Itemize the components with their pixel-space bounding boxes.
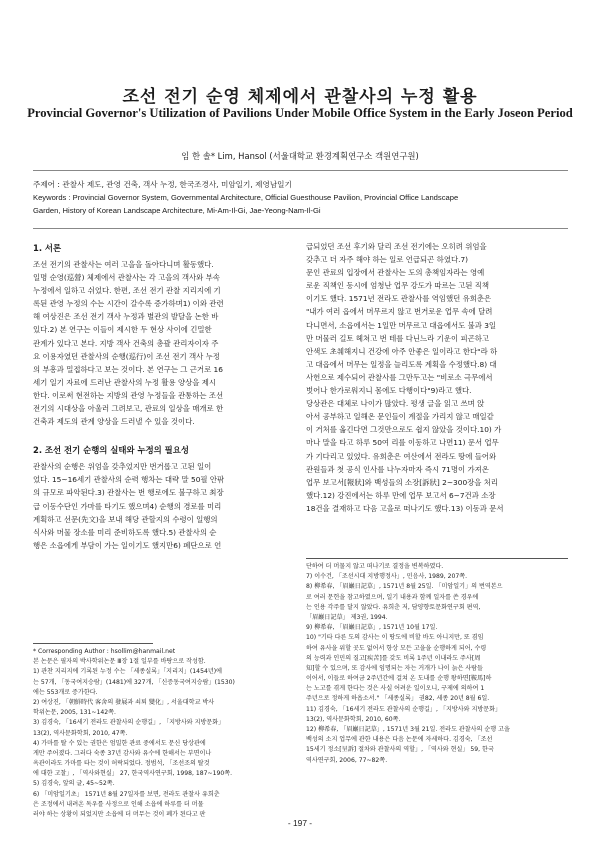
footnote-line: 4) 가마를 탈 수 있는 권한은 엄밀한 관료 중에서도 문신 당상관에 [33, 739, 206, 747]
body-text-line: 급되었던 조선 후기와 달리 조선 전기에는 오히려 위엄을 [306, 242, 487, 251]
footnote-line: 이어서, 이들로 하여금 2주년간에 걸쳐 온 도내를 순행 왕하면[鞍馬]하 [306, 675, 492, 683]
author-line: 임 한 솔* Lim, Hansol (서울대학교 환경계획연구소 객원연구원) [181, 151, 419, 161]
footnote-line: 의 능력과 인민의 질고[疾苦]를 갖도 비록 1주년 이내라도 주사[周 [306, 654, 481, 662]
footnotes-left [33, 647, 295, 820]
body-text-line: 해 여상진은 조선 전기 객사 누정과 별관의 발달을 논한 바 [33, 312, 219, 322]
body-text-line: 세기 일기 자료에 드러난 관찰사의 누정 활용 양상을 제시 [33, 377, 217, 387]
body-text-line: 사헌으로 제수되어 관찰사를 그만두고는 "비로소 극무에서 [306, 372, 493, 382]
keywords-english-line: Keywords : Provincial Governor System, Governmental Architecture, Official Guesthouse Pavilion, Provincial Office Landscape [33, 193, 459, 203]
keywords-top-divider [33, 170, 568, 171]
body-text-line: 갖추고 더 자주 해야 하는 일로 언급되곤 하였다.7) [306, 255, 469, 265]
footnote-line: 러야 하는 상황이 되었지만 소읍에 더 머무는 것이 폐가 된다고 판 [33, 811, 206, 818]
footnote-line: 8) 柳希春, 「眉巖日記草」, 1571년 8월 25일. 「미암일기」의 번역본으 [306, 583, 503, 591]
body-text-line: 고 대읍에서 머무는 일정을 늘리도록 계획을 수정했다.8) 대 [306, 359, 497, 369]
footnotes-right [306, 562, 568, 766]
section-heading: 1. 서론 [33, 243, 62, 253]
footnote-rule [306, 558, 568, 559]
footnote-rule [33, 643, 153, 644]
footnote-line: 3) 김경숙, 「16세기 전라도 관찰사의 순행길」, 「지방사와 지방문화」 [33, 719, 225, 727]
body-text-line: 당상관은 대체로 나이가 많았다. 평생 글을 읽고 쓰며 앉 [306, 399, 485, 409]
footnote-line: 6) 「미암일기초」 1571년 8월 27일자를 보면, 전라도 관찰사 유희춘 [33, 790, 220, 798]
footnote-line: 5) 김경숙, 앞의 글, 45~52쪽. [33, 780, 115, 788]
footnote-line: 1) 관찬 지리지에 기록된 누정 수는 「세종실록」「지리지」(1454년)에 [33, 668, 222, 676]
body-text-line: 했다.12) 강진에서는 하루 만에 업무 보고서 6~7건과 소장 [306, 490, 496, 500]
body-text-line: 요 이용자였던 관찰사의 순행(巡行)이 조선 전기 객사 누정 [33, 351, 220, 361]
footnote-line: 단하여 더 머물지 않고 떠나기로 결정을 변복하였다. [306, 563, 444, 570]
footnote-line: 11) 김경숙, 「16세기 전라도 관찰사의 순행길」, 「지방사와 지방문화」 [306, 705, 502, 713]
footnote-line: 는 인용 각주를 달지 않았다. 유희춘 저, 담양향토문화연구회 편역, [306, 603, 481, 611]
body-text-line: 가 기다리고 있었다. 유희춘은 여산에서 전라도 땅에 들어와 [306, 451, 497, 461]
body-text-line: 있다.2) 본 연구는 이들이 제시한 두 현상 사이에 긴밀한 [33, 325, 212, 335]
body-text-line: 행은 소읍에게 부담이 가는 일이기도 했지만6) 폐단으로 언 [33, 540, 222, 550]
footnote-line: 은 조정에서 내려온 독우를 사정으로 인해 소읍에 하루를 더 머물 [33, 800, 204, 808]
body-text-line: 안색도 초췌해지니 건강에 아주 안좋은 일이라고 한다"라 하 [306, 346, 498, 356]
body-text-line: 관원들과 첫 공식 인사를 나누자마자 즉시 71명이 가져온 [306, 464, 489, 474]
section-1-body [33, 258, 295, 428]
body-text-line: 었다. 15~16세기 관찰사의 순력 행차는 대략 말 50필 안팎 [33, 475, 225, 485]
page-number: - 197 - [287, 818, 313, 828]
body-text-line: 조선 전기의 관찰사는 여러 고을을 돌아다니며 활동했다. [33, 260, 214, 269]
footnote-line: 본 논문은 필자의 박사학위논문 Ⅲ장 1절 일부를 바탕으로 작성함. [33, 658, 206, 666]
body-text-line: 일명 순영(巡營) 체제에서 관찰사는 각 고을의 객사와 부속 [33, 273, 220, 283]
body-text-line: 18건을 결재하고 다음 고을로 떠나기도 했다.13) 이동과 문서 [306, 503, 504, 513]
footnote-line: 9) 柳希春, 「眉巖日記草」, 1571년 10월 17일. [306, 624, 438, 632]
body-text-line: 의 부흥과 밀접하다고 보는 것이다. 본 연구는 그 근거로 16 [33, 364, 223, 374]
body-text-line: 누정에서 일하고 쉬었다. 한편, 조선 전기 관찰 지리지에 기 [33, 286, 221, 296]
footnote-line: 백성의 소지 업무에 관한 내용은 다음 논문에 자세하다. 김경숙, 「조선 [306, 736, 493, 744]
body-text-line: 업무 보고서[報狀]와 백성들의 소장[訴狀] 2~300장을 처리 [306, 477, 499, 487]
footnote-line: 하여 유사을 위할 곳도 없어서 항상 모든 고을을 순행하게 되어, 수령 [306, 644, 487, 652]
body-text-line: 마나 말을 타고 하루 50여 리를 이동하고 나면11) 문서 업무 [306, 438, 499, 448]
right-column [306, 240, 568, 515]
footnote-line: 에는 553개로 증가한다. [33, 688, 98, 696]
body-text-line: 식사와 머물 장소를 미리 준비하도록 했다.5) 관찰사의 순 [33, 527, 217, 537]
body-text-line: 계획하고 선문(先文)을 보내 해당 관할지의 수령이 일행의 [33, 514, 218, 524]
body-text-line: 아서 공부하고 일해온 문인들이 계절을 가리지 않고 매일같 [306, 412, 494, 422]
body-text-line: 의 규모로 파악된다.3) 관찰사는 번 행로에도 불구하고 최장 [33, 488, 224, 498]
left-column [33, 240, 295, 552]
keywords-korean: 주제어 : 관찰사 제도, 관영 건축, 객사 누정, 한국조경사, 미암일기, 제영남일기 [33, 180, 292, 189]
footnote-line: 知]할 수 있으며, 또 감사에 임명되는 자는 거개가 나이 늙은 사람들 [306, 664, 483, 672]
body-text-line: "내가 여러 읍에서 머무르지 않고 번거로운 업무 속에 달려 [306, 307, 493, 317]
footnote-line: 12) 柳希春, 「眉巖日記草」, 1571년 3월 21일. 전라도 관찰사의 순행 고을 [306, 726, 510, 733]
body-text-line: 로운 직책인 동시에 엄청난 업무 강도가 따르는 고된 직책 [306, 281, 490, 291]
footnote-line: 주년으로 정하게 하옵소서." 「세종실록」 권82, 세종 20년 8월 6일. [306, 695, 490, 703]
footnote-line: 에 대한 고찰」, 「역사와현실」 27, 한국역사연구회, 1998, 187~190쪽. [33, 770, 233, 778]
paper-title-korean: 조선 전기 순영 체제에서 관찰사의 누정 활용 [122, 87, 478, 107]
body-text-line: 관계가 있다고 본다. 지방 객사 건축의 총괄 관리자이자 주 [33, 338, 219, 348]
keywords-block [33, 178, 568, 218]
footnote-line: 13(2), 역사문화학회, 2010, 60쪽. [306, 715, 401, 723]
body-text-line: 건축과 제도의 관계 양상을 드러낼 수 있을 것이다. [33, 417, 195, 427]
body-text-line: 만 머물러 길토 헤쳐고 번 테를 다닌느라 기운이 피곤하고 [306, 333, 490, 343]
body-text-line: 문인 관료의 입장에서 관찰사는 도의 총책임자라는 영예 [306, 268, 485, 278]
paper-title-english: Provincial Governor's Utilization of Pavilions Under Mobile Office System in the Early Joseon Period [27, 106, 573, 120]
body-text-line: 이 거처를 옮긴다면 그것만으로도 쉽지 않았을 것이다.10) 가 [306, 425, 502, 435]
footnote-line: 학위논문, 2005, 131~142쪽. [33, 709, 116, 717]
body-text-line: 전기의 시대상을 아울러 그려보고, 관료의 일상을 매개로 한 [33, 404, 224, 414]
footnote-line: 13(2), 역사문화학회, 2010, 47쪽. [33, 729, 128, 737]
keywords-bottom-divider [33, 228, 568, 229]
body-text-line: 벗어나 한가로워지니 몸에도 다행이다"9)라고 했다. [306, 386, 472, 396]
body-text-line: 록된 관영 누정의 수는 시간이 갈수록 증가하며1) 이와 관련 [33, 299, 224, 309]
footnote-line: 게만 주어졌다. 그러다 숙종 37년 감사와 유수에 한해서는 부면이나 [33, 749, 212, 757]
section-2-continued-body [306, 240, 568, 515]
footnote-line: 15세기 정소[呈訴] 절차와 관찰사의 역할」, 「역사와 현실」 59, 한국 [306, 746, 494, 754]
footnote-line: 로 여러 문헌을 참고하였으며, 일기 내용과 함께 일자를 쓴 경우에 [306, 593, 479, 601]
body-text-line: 관찰사의 순행은 위엄을 갖추었지만 번거롭고 고된 일이 [33, 462, 212, 472]
footnote-line: 옥관이라도 가마를 타는 것이 허락되었다. 정범석, 「조선조의 탈것 [33, 760, 210, 768]
footnote-line: 는 57개, 「동국여지승람」(1481)에 327개, 「신증동국여지승람」(1530) [33, 678, 235, 686]
footnote-line: 2) 여상진, 「朝鮮時代 客舍의 發展과 쇠퇴 變化」, 서울대학교 박사 [33, 698, 215, 706]
body-text-line: 한다. 이로써 현전하는 지방의 관영 누정들을 관통하는 조선 [33, 390, 224, 400]
footnote-line: 역사연구회, 2006, 77~82쪽. [306, 756, 388, 764]
keywords-english-line: Garden, History of Korean Landscape Architecture, Mi-Am-Il-Gi, Jae-Yeong-Nam-Il-Gi [33, 206, 321, 216]
footnote-line: * Corresponding Author : hsollim@hanmail.net [33, 648, 176, 655]
section-gap [33, 428, 295, 442]
footnote-line: 10) "기타 다른 도의 감사는 이 땅도에 비할 바도 아니지만, 또 겸임 [306, 634, 484, 642]
footnote-line: 는 노고를 겪게 한다는 것은 사실 어려운 일이오니, 구제에 의하여 1 [306, 685, 485, 693]
body-text-line: 이기도 했다. 1571년 전라도 관찰사를 역임했던 유희춘은 [306, 294, 492, 304]
section-heading: 2. 조선 전기 순행의 실태와 누정의 필요성 [33, 445, 189, 456]
section-2-body [33, 460, 295, 552]
footnote-line: 「眉巖日記草」 제3권, 1994. [306, 613, 388, 621]
body-text-line: 다니면서, 소읍에서는 1일만 머무르고 대읍에서도 불과 3일 [306, 320, 497, 330]
footnote-line: 7) 이수건, 「조선시대 지방행정사」, 민음사, 1989, 207쪽. [306, 573, 468, 581]
body-text-line: 급 이동수단인 가마를 타기도 했으며4) 순행의 경로를 미리 [33, 501, 222, 511]
